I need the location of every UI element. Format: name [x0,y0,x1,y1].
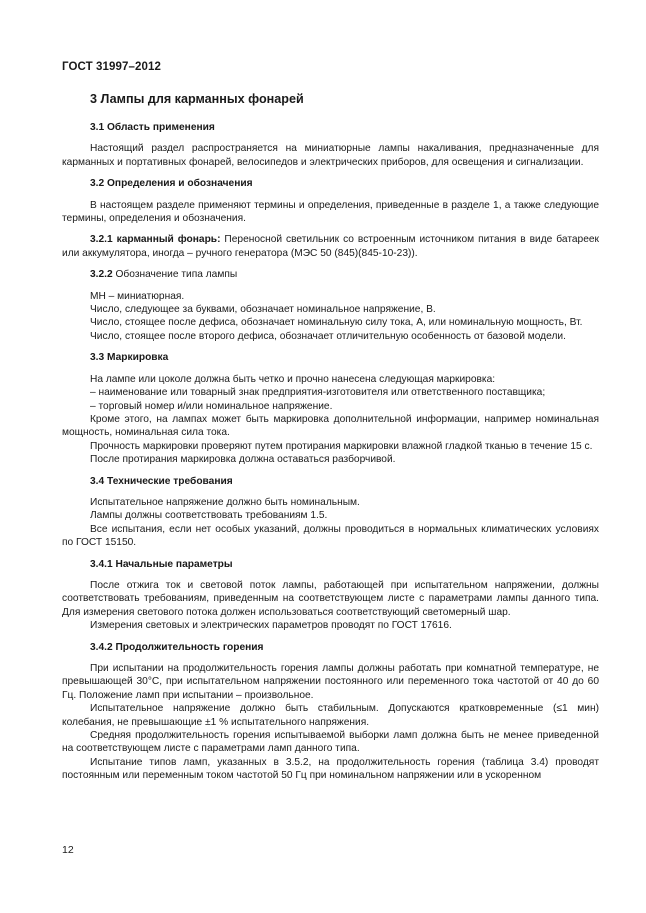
paragraph: Испытательное напряжение должно быть стабильным. Допускаются кратковременные (≤1 мин) колебания, не превышающие ±1 % испытательного напряжения. [62,703,599,728]
list-item: – наименование или товарный знак предприятия-изготовителя или ответственного поставщика; [90,387,546,399]
paragraph: Настоящий раздел распространяется на миниатюрные лампы накаливания, предназначенные для карманных и портативных фонарей, велосипедов и электрических приборов, для освещения и сигнализации. [62,143,599,168]
paragraph: Все испытания, если нет особых указаний, должны проводиться в нормальных климатических условиях по ГОСТ 15150. [62,523,599,549]
heading-3-3: 3.3 Маркировка [90,352,169,364]
list-item: – торговый номер и/или номинальное напряжение. [90,400,333,412]
heading-3-2: 3.2 Определения и обозначения [90,178,253,190]
paragraph: Лампы должны соответствовать требованиям 1.5. [90,510,328,522]
subclause-title: Обозначение типа лампы [112,269,238,281]
heading-3-4: 3.4 Технические требования [90,475,233,487]
paragraph: На лампе или цоколе должна быть четко и прочно нанесена следующая маркировка: [90,373,496,385]
subclause-3-2-2 [62,268,599,281]
paragraph: В настоящем разделе применяют термины и определения, приведенные в разделе 1, а также следующие термины, определения и обозначения. [62,199,599,225]
definition-text: Переносной светильник со встроенным источником питания в виде батареек или аккумулятора, иногда – ручного генератора (МЭС 50 (845)(845-10-23)). [62,234,599,259]
subclause-number: 3.2.2 [90,269,113,281]
document-header: ГОСТ 31997–2012 [62,61,162,73]
paragraph: Кроме этого, на лампах может быть маркировка дополнительной информации, например номинальная мощность, номинальная сила тока. [62,413,599,439]
paragraph: Испытательное напряжение должно быть номинальным. [90,496,360,508]
page-content [62,91,599,783]
paragraph: Прочность маркировки проверяют путем протирания маркировки влажной гладкой тканью в течение 15 с. [90,440,593,452]
heading-3-4-1: 3.4.1 Начальные параметры [90,558,233,570]
definition-3-2-1 [62,233,599,260]
paragraph: Число, следующее за буквами, обозначает номинальное напряжение, В. [90,304,436,316]
page-number: 12 [62,844,74,856]
heading-3-4-2: 3.4.2 Продолжительность горения [90,641,264,653]
paragraph: Число, стоящее после второго дефиса, обозначает отличительную особенность от базовой модели. [90,330,566,342]
section-title: 3 Лампы для карманных фонарей [90,92,304,106]
paragraph: Средняя продолжительность горения испытываемой выборки ламп должна быть не менее приведенной на соответствующем листе с параметрами ламп данного типа. [62,730,599,755]
paragraph: После отжига ток и световой поток лампы, работающей при испытательном напряжении, должны соответствовать требованиям, приведенным на соответствующем листе с параметрами лампы данного типа. Для измерения светового потока должен использоваться соответствующий светомерный шар. [62,579,599,618]
definition-term: карманный фонарь: [116,234,221,246]
definition-number: 3.2.1 [90,234,113,246]
paragraph: МН – миниатюрная. [90,290,185,302]
paragraph: Измерения световых и электрических параметров проводят по ГОСТ 17616. [90,620,452,632]
paragraph: Испытание типов ламп, указанных в 3.5.2, на продолжительность горения (таблица 3.4) проводят постоянным или переменным током частотой 50 Гц при номинальном напряжении или в ускоренном [62,756,599,782]
paragraph: После протирания маркировка должна оставаться разборчивой. [90,454,396,466]
paragraph: При испытании на продолжительность горения лампы должны работать при комнатной температуре, не превышающей 30°С, при испытательном напряжении постоянного или переменного тока частотой от 40 до 60 Гц. Положение ламп при испытании – произвольное. [62,663,599,701]
paragraph: Число, стоящее после дефиса, обозначает номинальную силу тока, А, или номинальную мощность, Вт. [90,317,583,329]
heading-3-1: 3.1 Область применения [90,122,215,133]
